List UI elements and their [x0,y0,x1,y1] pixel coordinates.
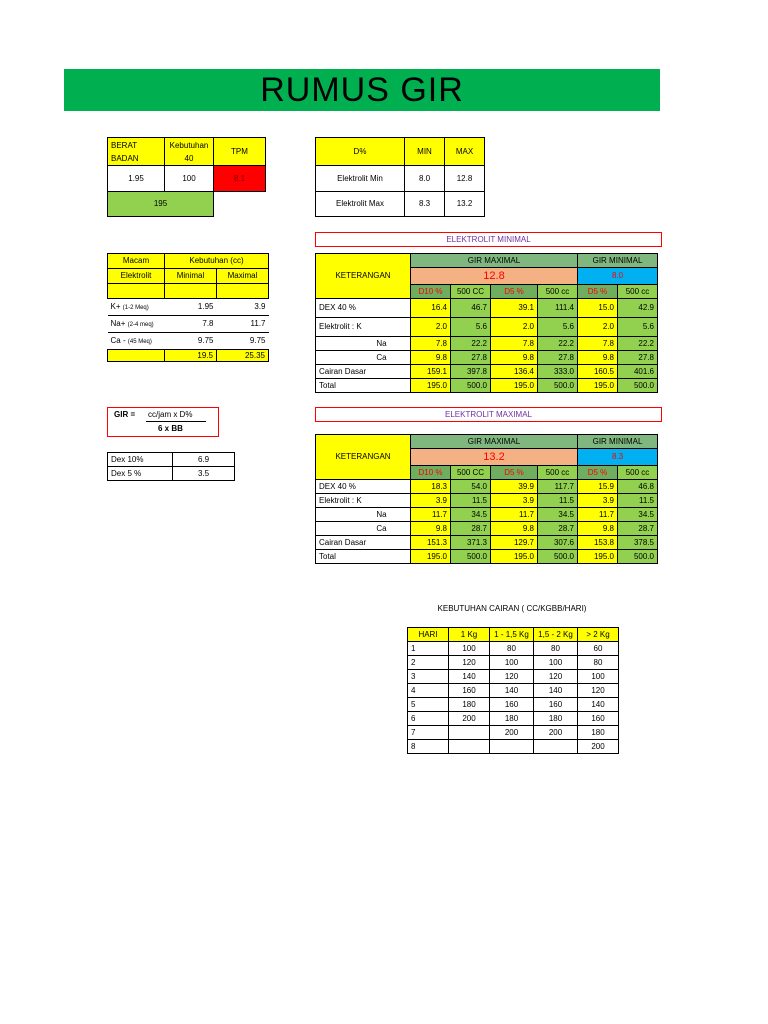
elektrolit-minimal-banner: ELEKTROLIT MINIMAL [315,232,662,247]
cell-value: 34.5 [451,508,491,522]
elektrolit-maximal-banner: ELEKTROLIT MAXIMAL [315,407,662,422]
cell-value: 3 [408,670,449,684]
elektrolit-min-min: 8.0 [405,166,445,192]
cell-value: 200 [578,740,619,754]
cell-value [449,726,490,740]
dex10-value: 6.9 [173,453,235,467]
col-d10: D10 % [411,466,451,480]
cell-value: 54.0 [451,480,491,494]
gir-numerator: cc/jam x D% [148,410,193,419]
cell-value: 11.7 [578,508,618,522]
cell-value: 120 [578,684,619,698]
cell-value: 160 [578,712,619,726]
cell-value: 80 [490,642,534,656]
berat-table [107,137,266,217]
blank-cell [217,284,269,299]
cell-value: 5.6 [538,318,578,337]
table-row [316,536,658,550]
elektrolit-min-max: 12.8 [445,166,485,192]
empty-cell [214,192,266,217]
elektrolit-minimal-table [315,253,658,393]
cell-value: 11.7 [491,508,538,522]
cell-value: 180 [490,712,534,726]
elektrolit-max-min: 8.3 [405,192,445,217]
cell-value [490,740,534,754]
dex5-value: 3.5 [173,467,235,481]
col-500cc: 500 cc [618,285,658,299]
row-label: Na [316,508,411,522]
col-d5: D5 % [491,466,538,480]
cell-value: 60 [578,642,619,656]
cell-value: 2.0 [578,318,618,337]
cell-value: 46.7 [451,299,491,318]
cell-value: 28.7 [618,522,658,536]
header-macam: Macam [108,254,165,269]
header-1-1-5kg: 1 - 1,5 Kg [490,628,534,642]
gir-maximal-value: 12.8 [411,268,578,285]
cell-value: 5.6 [451,318,491,337]
elektrolit-name: Na+ (2-4 meq) [108,316,165,333]
cell-value [534,740,578,754]
header-2kg: > 2 Kg [578,628,619,642]
row-label: Na [316,337,411,351]
cell-value: 2 [408,656,449,670]
header-tpm: TPM [214,138,266,166]
header-elektrolit: Elektrolit [108,269,165,284]
cell-value: 195.0 [578,550,618,564]
fraction-line [146,421,206,422]
elektrolit-name: K+ (1-2 Meq) [110,301,149,311]
cell-value: 11.5 [618,494,658,508]
table-row [316,522,658,536]
cell-value: 180 [449,698,490,712]
total-row [316,379,658,393]
cell-value: 46.8 [618,480,658,494]
cell-value: 22.2 [618,337,658,351]
cell-value: 500.0 [538,379,578,393]
table-row [408,726,619,740]
elektrolit-max-max: 13.2 [445,192,485,217]
cell-value: 5 [408,698,449,712]
cell-value: 11.7 [411,508,451,522]
cell-value: 120 [449,656,490,670]
cell-value: 5.6 [618,318,658,337]
cell-value: 2.0 [491,318,538,337]
d-percent-table [315,137,485,217]
dex10-label: Dex 10% [108,453,173,467]
cell-value: 3.9 [578,494,618,508]
table-row [408,740,619,754]
minimal-value: 1.95 [197,302,214,311]
cell-value: 11.5 [538,494,578,508]
col-d5: D5 % [578,285,618,299]
cell-value: 28.7 [451,522,491,536]
cell-value: 500.0 [451,379,491,393]
col-500cc: 500 cc [538,285,578,299]
header-d: D% [316,138,405,166]
table-row [108,333,269,350]
table-row [316,480,658,494]
cell-value: 160 [449,684,490,698]
header-gir-maximal: GIR MAXIMAL [411,254,578,268]
cell-value: 11.5 [451,494,491,508]
header-minimal: Minimal [165,269,217,284]
cell-value: 1 [408,642,449,656]
header-kebutuhan-cc: Kebutuhan (cc) [165,254,269,269]
total-minimal: 19.5 [165,350,217,362]
cell-value: 80 [534,642,578,656]
row-label: Total [316,379,411,393]
cell-value: 136.4 [491,365,538,379]
cell-value: 18.3 [411,480,451,494]
cell-value: 15.0 [578,299,618,318]
cell-value: 22.2 [538,337,578,351]
maximal-value: 9.75 [217,333,269,350]
header-1-5-2kg: 1,5 - 2 Kg [534,628,578,642]
cell-value: 180 [534,712,578,726]
cell-value: 100 [490,656,534,670]
header-keterangan: KETERANGAN [316,435,411,480]
cell-value: 401.6 [618,365,658,379]
cell-value: 27.8 [451,351,491,365]
cell-value: 195.0 [411,379,451,393]
cell-value: 307.6 [538,536,578,550]
col-d10: D10 % [411,285,451,299]
gir-label: GIR = [114,410,136,419]
cell-value: 39.9 [491,480,538,494]
cell-value: 39.1 [491,299,538,318]
cell-value: 120 [534,670,578,684]
cell-value: 500.0 [618,379,658,393]
cell-value: 140 [534,684,578,698]
table-row [316,494,658,508]
row-label: Elektrolit : K [316,318,411,337]
total-cc: 195 [108,192,214,217]
kebutuhan-value: 100 [165,166,214,192]
row-label: Ca [316,522,411,536]
cell-value: 195.0 [491,550,538,564]
cell-value: 500.0 [451,550,491,564]
cell-value: 140 [490,684,534,698]
cell-value: 117.7 [538,480,578,494]
elektrolit-name: Ca - (45 Meq) [108,333,165,350]
header-min: MIN [405,138,445,166]
dex5-label: Dex 5 % [108,467,173,481]
table-row [108,316,269,333]
header-berat: BERAT BADAN [108,138,165,166]
header-gir-minimal: GIR MINIMAL [578,254,658,268]
cell-value: 7.8 [578,337,618,351]
header-keterangan: KETERANGAN [316,254,411,299]
table-row [316,318,658,337]
cell-value: 160 [490,698,534,712]
header-1kg: 1 Kg [449,628,490,642]
cell-value: 200 [534,726,578,740]
cell-value: 180 [578,726,619,740]
cell-value: 200 [449,712,490,726]
blank-cell [108,350,165,362]
row-label: DEX 40 % [316,480,411,494]
cell-value: 27.8 [538,351,578,365]
cell-value: 111.4 [538,299,578,318]
cell-value: 9.8 [491,351,538,365]
cell-value: 100 [449,642,490,656]
tpm-value: 8.1 [214,166,266,192]
gir-formula [107,407,219,437]
total-row [108,350,269,362]
cell-value: 16.4 [411,299,451,318]
col-d5: D5 % [578,466,618,480]
cell-value: 3.9 [491,494,538,508]
cell-value: 9.8 [578,522,618,536]
table-row [316,351,658,365]
table-row [408,712,619,726]
cell-value: 7.8 [491,337,538,351]
cell-value: 195.0 [491,379,538,393]
berat-value: 1.95 [108,166,165,192]
row-label: Ca [316,351,411,365]
cell-value: 140 [578,698,619,712]
row-label: Cairan Dasar [316,365,411,379]
header-hari: HARI [408,628,449,642]
cell-value [449,740,490,754]
cell-value: 160.5 [578,365,618,379]
cell-value: 397.8 [451,365,491,379]
cell-value: 378.5 [618,536,658,550]
dex-table [107,452,235,481]
blank-cell [165,284,217,299]
cell-value: 28.7 [538,522,578,536]
cell-value: 9.8 [578,351,618,365]
table-row [408,670,619,684]
gir-minimal-value: 8.3 [578,449,658,466]
elektrolit-min-label: Elektrolit Min [316,166,405,192]
gir-denominator: 6 x BB [158,424,183,433]
cell-value: 27.8 [618,351,658,365]
table-row [408,684,619,698]
cell-value: 100 [534,656,578,670]
total-row [316,550,658,564]
cell-value: 100 [578,670,619,684]
cell-value: 160 [534,698,578,712]
cell-value: 7 [408,726,449,740]
gir-minimal-value: 8.0 [578,268,658,285]
cell-value: 6 [408,712,449,726]
header-gir-minimal: GIR MINIMAL [578,435,658,449]
cell-value: 8 [408,740,449,754]
cell-value: 159.1 [411,365,451,379]
table-row [408,642,619,656]
table-row [316,299,658,318]
cell-value: 151.3 [411,536,451,550]
col-500cc: 500 CC [451,466,491,480]
cell-value: 34.5 [618,508,658,522]
maximal-value: 11.7 [217,316,269,333]
row-label: DEX 40 % [316,299,411,318]
header-maximal: Maximal [217,269,269,284]
table-row [108,299,269,316]
row-label: Elektrolit : K [316,494,411,508]
col-500cc: 500 CC [451,285,491,299]
cell-value: 3.9 [411,494,451,508]
cell-value: 9.8 [491,522,538,536]
macam-elektrolit-table [107,253,269,362]
cell-value: 2.0 [411,318,451,337]
cell-value: 34.5 [538,508,578,522]
row-label: Cairan Dasar [316,536,411,550]
cell-value: 4 [408,684,449,698]
table-row [408,656,619,670]
cell-value: 7.8 [411,337,451,351]
cell-value: 9.8 [411,522,451,536]
cell-value: 500.0 [538,550,578,564]
cell-value: 80 [578,656,619,670]
table-row [316,337,658,351]
cell-value: 195.0 [411,550,451,564]
kebutuhan-cairan-title: KEBUTUHAN CAIRAN ( CC/KGBB/HARI) [437,604,587,613]
cell-value: 22.2 [451,337,491,351]
total-maximal: 25.35 [217,350,269,362]
gir-maximal-value: 13.2 [411,449,578,466]
cell-value: 15.9 [578,480,618,494]
col-500cc: 500 cc [618,466,658,480]
elektrolit-max-label: Elektrolit Max [316,192,405,217]
table-row [316,365,658,379]
header-gir-maximal: GIR MAXIMAL [411,435,578,449]
header-kebutuhan: Kebutuhan 40 [165,138,214,166]
cell-value: 120 [490,670,534,684]
table-row [408,698,619,712]
cell-value: 42.9 [618,299,658,318]
maximal-value: 3.9 [254,302,266,311]
kebutuhan-cairan-table [407,627,619,754]
header-max: MAX [445,138,485,166]
elektrolit-maximal-table [315,434,658,564]
cell-value: 140 [449,670,490,684]
col-d5: D5 % [491,285,538,299]
blank-cell [108,284,165,299]
cell-value: 195.0 [578,379,618,393]
minimal-value: 9.75 [165,333,217,350]
cell-value: 153.8 [578,536,618,550]
cell-value: 129.7 [491,536,538,550]
minimal-value: 7.8 [165,316,217,333]
page-title: RUMUS GIR [64,69,660,111]
cell-value: 200 [490,726,534,740]
cell-value: 500.0 [618,550,658,564]
cell-value: 9.8 [411,351,451,365]
col-500cc: 500 cc [538,466,578,480]
row-label: Total [316,550,411,564]
cell-value: 371.3 [451,536,491,550]
cell-value: 333.0 [538,365,578,379]
table-row [316,508,658,522]
